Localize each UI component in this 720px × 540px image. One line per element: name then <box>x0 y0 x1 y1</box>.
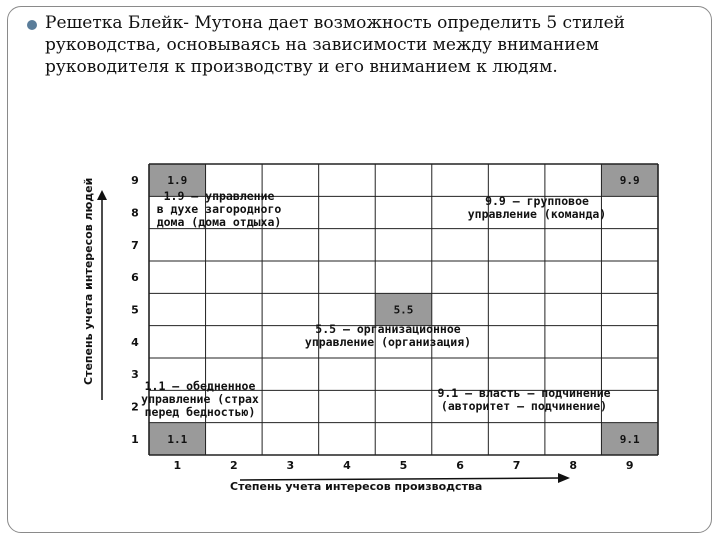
y-axis-arrowhead <box>97 190 107 200</box>
x-tick-label: 8 <box>569 459 577 472</box>
shaded-cell-label: 9.9 <box>619 174 640 188</box>
style-description-line: 1.9 — управление <box>163 189 275 203</box>
bullet-text: Решетка Блейк- Мутона дает возможность определить 5 стилей руководства, основываясь на зависимости между вниманием руководителя к производству и его вниманием к людям. <box>45 13 626 77</box>
style-description-line: перед бедностью) <box>144 405 256 419</box>
y-tick-label: 3 <box>131 368 139 382</box>
y-tick-label: 5 <box>131 303 139 317</box>
shaded-cell-label: 1.9 <box>167 174 188 188</box>
x-tick-label: 7 <box>512 459 521 472</box>
y-tick-label: 6 <box>131 271 139 285</box>
blake-mouton-grid <box>70 150 670 500</box>
style-description-line: управление (страх <box>141 392 259 406</box>
shaded-cell-label: 9.1 <box>619 432 640 446</box>
x-tick-label: 5 <box>399 459 408 472</box>
style-description-line: (авторитет — подчинение) <box>440 399 608 413</box>
y-axis-label: Степень учета интересов людей <box>82 177 95 385</box>
y-tick-label: 1 <box>131 432 139 446</box>
y-tick-label: 4 <box>131 335 139 349</box>
x-tick-label: 4 <box>343 459 351 472</box>
x-axis-arrowhead <box>558 473 570 483</box>
style-description-line: управление (команда) <box>467 207 607 221</box>
x-axis-label: Степень учета интересов производства <box>230 480 483 493</box>
x-tick-label: 2 <box>230 459 238 472</box>
style-description-line: 1.1 — обедненное <box>144 379 256 393</box>
style-description-line: управление (организация) <box>304 335 472 349</box>
style-description-line: 9.9 — групповое <box>485 194 589 208</box>
style-description-line: в духе загородного <box>156 202 282 216</box>
x-tick-label: 3 <box>286 459 295 472</box>
y-tick-label: 7 <box>131 238 139 252</box>
bullet-block <box>27 12 667 78</box>
bullet-icon <box>27 20 37 30</box>
style-description-line: 5.5 — организационное <box>315 322 461 336</box>
y-tick-label: 8 <box>131 206 139 220</box>
shaded-cell-label: 5.5 <box>393 303 414 317</box>
x-tick-label: 6 <box>456 459 464 472</box>
x-tick-label: 1 <box>173 459 182 472</box>
x-tick-label: 9 <box>625 459 634 472</box>
y-tick-label: 9 <box>131 174 139 188</box>
style-description-line: 9.1 — власть — подчинение <box>437 386 611 400</box>
shaded-cell-label: 1.1 <box>167 432 188 446</box>
y-tick-label: 2 <box>131 400 139 414</box>
style-description-line: дома (дома отдыха) <box>156 215 282 229</box>
